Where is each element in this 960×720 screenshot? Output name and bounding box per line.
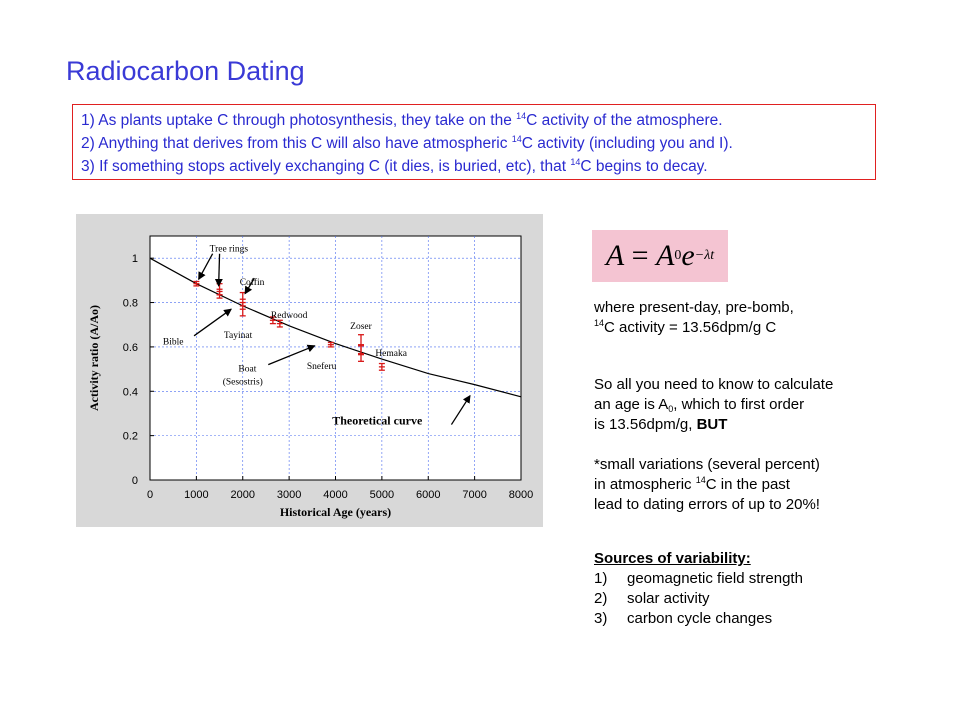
sources-title: Sources of variability: [594, 550, 751, 567]
fact-1: 1) As plants uptake C through photosynthesis, they take on the $^{14}$C activity of the atmosphere. [81, 111, 723, 129]
x-tick-label: 1000 [184, 489, 209, 501]
fact-2: 2) Anything that derives from this C will also have atmospheric $^{14}$C activity (including you and I). [81, 134, 733, 152]
y-tick-label: 0.2 [122, 430, 138, 443]
x-tick-label: 6000 [416, 489, 441, 501]
source-item-3: 3) carbon cycle changes [594, 610, 773, 627]
annotation-label-7: Boat [238, 364, 257, 375]
sources-list [594, 549, 803, 629]
annotation-label-8: (Sesostris) [222, 377, 263, 388]
x-tick-label: 7000 [462, 489, 487, 501]
page-title: Radiocarbon Dating [66, 56, 305, 86]
annotation-label-4: Tayinat [223, 331, 253, 342]
y-tick-label: 0.8 [122, 297, 138, 310]
x-tick-label: 5000 [369, 489, 395, 501]
decay-formula: A = A 0 e −λt [592, 230, 728, 282]
calculation-note: So all you need to know to calculate an age is $A_0$, which to first order is 13.56dpm/g, BUT *small variations (several percent) in atmospheric $^{14}$C in the past lead to dating errors of up to 20%! [594, 376, 834, 513]
y-axis-label: Activity ratio (A/Ao) [87, 305, 101, 411]
activity-ratio-chart [76, 214, 543, 527]
annotation-label-2: Coffin [239, 277, 265, 288]
annotation-label-3: Bible [162, 337, 184, 348]
x-tick-label: 4000 [323, 489, 348, 501]
x-tick-label: 0 [146, 489, 154, 501]
x-axis-label: Historical Age (years) [279, 505, 392, 519]
x-tick-label: 3000 [276, 489, 302, 501]
y-tick-label: 1 [131, 253, 138, 266]
fact-3: 3) If something stops actively exchanging C (it dies, is buried, etc), that $^{14}$C begins to decay. [81, 157, 708, 175]
annotation-label-1: Tree rings [209, 244, 249, 255]
annotation-label-11: Theoretical curve [332, 413, 423, 428]
source-item-1: 1) geomagnetic field strength [594, 570, 803, 587]
y-tick-label: 0 [131, 475, 138, 487]
x-tick-label: 8000 [508, 489, 534, 501]
y-tick-label: 0.4 [122, 386, 138, 399]
y-tick-label: 0.6 [122, 341, 138, 354]
annotation-arrow-2 [219, 254, 220, 286]
present-day-note: where present-day, pre-bomb, $^{14}$C activity = 13.56dpm/g C [594, 299, 794, 336]
annotation-label-5: Redwood [270, 311, 308, 322]
source-item-2: 2) solar activity [594, 590, 710, 607]
facts-box [72, 104, 876, 180]
x-tick-label: 2000 [230, 489, 255, 501]
annotation-label-10: Hemaka [375, 348, 407, 359]
annotation-label-9: Sneferu [306, 362, 337, 373]
annotation-label-6: Zoser [350, 322, 372, 333]
